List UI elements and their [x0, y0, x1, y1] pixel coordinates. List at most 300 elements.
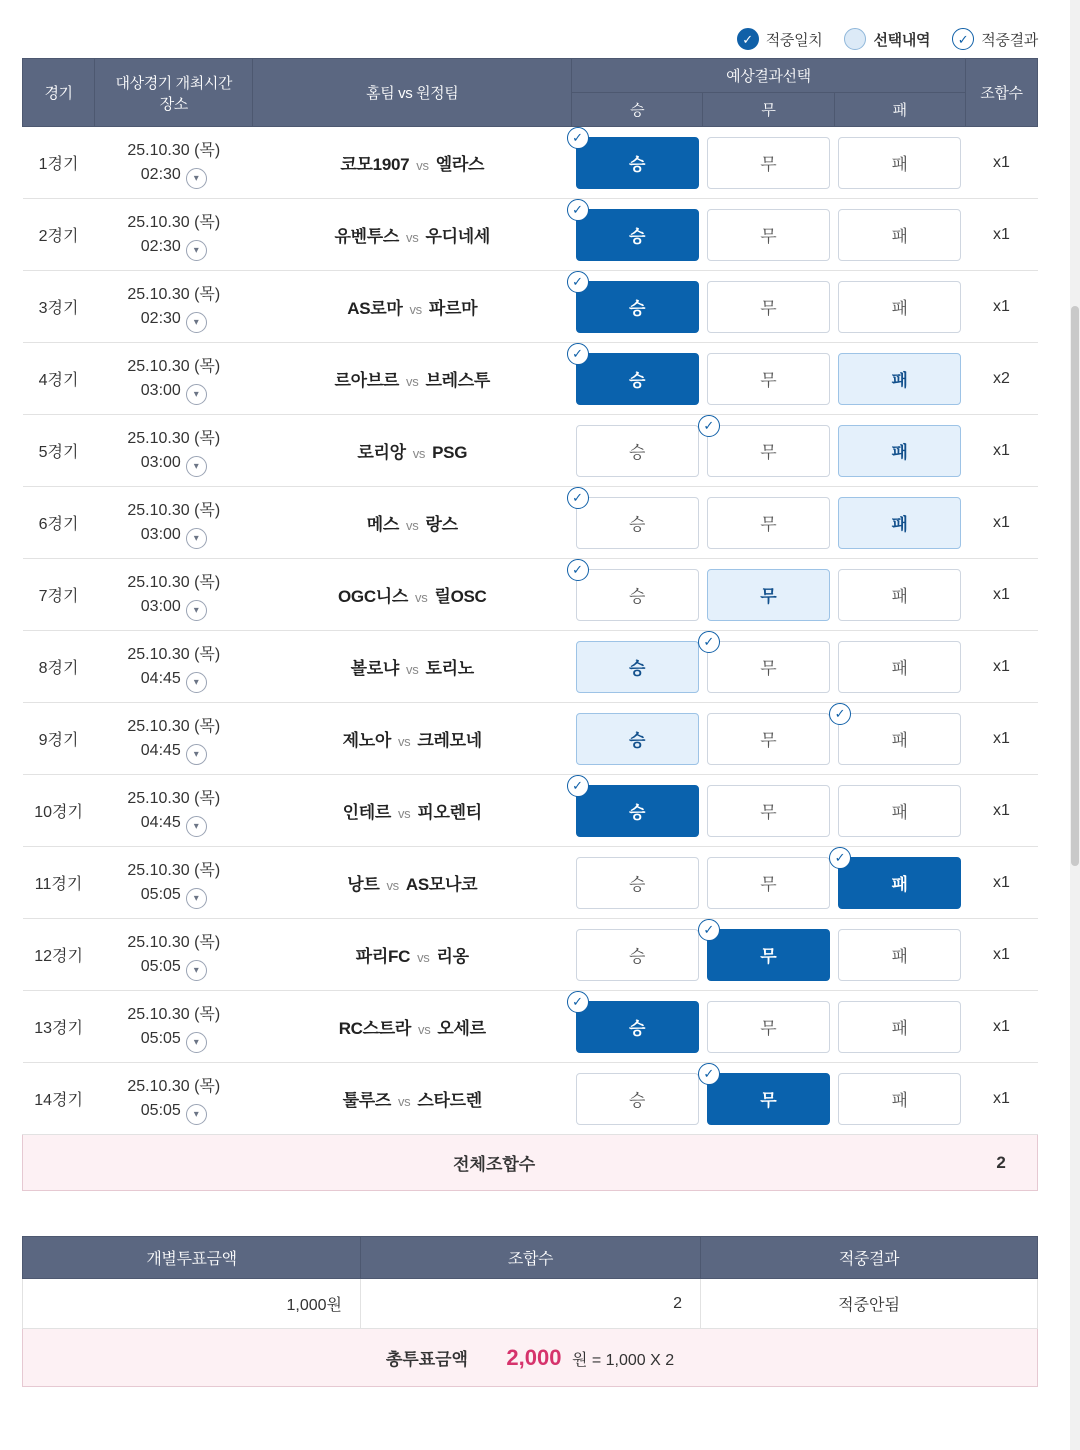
pick-cell-draw[interactable]	[703, 703, 834, 775]
pick-cell-draw[interactable]	[703, 559, 834, 631]
match-teams	[253, 919, 572, 991]
away-team: 랑스	[425, 515, 458, 534]
match-time: 04:45	[140, 669, 181, 687]
table-row	[23, 559, 1038, 631]
vs-label: vs	[397, 734, 411, 749]
home-team: 볼로냐	[350, 659, 400, 678]
away-team: 피오렌티	[417, 803, 482, 822]
pick-cell-win[interactable]	[572, 1063, 703, 1135]
pick-label-lose: 패	[891, 731, 908, 750]
teams-line	[254, 726, 571, 751]
check-outline-icon: ✓	[952, 28, 974, 50]
pick-cell-lose[interactable]	[834, 631, 965, 703]
location-pin-icon[interactable]: ▾	[186, 888, 207, 909]
match-time-row	[141, 1027, 207, 1051]
pick-button-lose[interactable]: 패	[838, 641, 961, 693]
summary-total-label: 총투표금액	[385, 1349, 468, 1369]
location-pin-icon[interactable]: ▾	[186, 744, 207, 765]
pick-button-draw[interactable]: 무	[707, 281, 830, 333]
pick-cell-win[interactable]	[572, 631, 703, 703]
pick-cell-win[interactable]	[572, 343, 703, 415]
summary-total-equation: 원 = 1,000 X 2	[571, 1351, 675, 1369]
match-time: 05:05	[140, 885, 181, 903]
pick-label-win: 승	[628, 515, 646, 534]
match-time: 05:05	[140, 1029, 181, 1047]
home-team: 로리앙	[357, 443, 406, 462]
teams-line	[254, 438, 571, 463]
vs-label: vs	[418, 1022, 431, 1037]
match-teams	[253, 775, 572, 847]
pick-button-lose[interactable]: 패	[838, 425, 961, 477]
scrollbar-thumb[interactable]	[1071, 306, 1079, 866]
match-date: 25.10.30 (목)	[127, 789, 221, 807]
check-icon: ✓	[698, 631, 720, 653]
game-number: 12경기	[23, 919, 95, 991]
check-icon: ✓	[567, 127, 589, 149]
legend	[737, 28, 1038, 50]
location-pin-icon[interactable]: ▾	[186, 600, 207, 621]
home-team: 낭트	[347, 875, 380, 894]
home-team: OGC니스	[337, 587, 409, 606]
match-teams	[253, 271, 572, 343]
match-date: 25.10.30 (목)	[127, 285, 221, 303]
row-combination: x1	[965, 919, 1037, 991]
pick-label-draw: 무	[760, 947, 777, 966]
pick-cell-win[interactable]	[572, 487, 703, 559]
pick-button-lose[interactable]: 패	[838, 1073, 961, 1125]
pick-cell-draw[interactable]	[703, 847, 834, 919]
check-filled-icon: ✓	[737, 28, 759, 50]
pick-label-win: 승	[628, 155, 646, 174]
match-schedule	[95, 127, 253, 199]
teams-line	[254, 582, 571, 607]
summary-total-row	[23, 1329, 1038, 1387]
pick-cell-lose[interactable]	[834, 919, 965, 991]
th-win: 승	[572, 93, 703, 127]
th-amount: 개별투표금액	[23, 1237, 361, 1279]
table-row	[23, 631, 1038, 703]
check-icon: ✓	[698, 1063, 720, 1085]
pick-button-win[interactable]	[572, 345, 699, 405]
pick-cell-lose[interactable]	[834, 415, 965, 487]
pick-cell-lose[interactable]	[834, 343, 965, 415]
home-team: AS로마	[347, 299, 403, 318]
row-combination: x1	[965, 847, 1037, 919]
pick-button-draw[interactable]	[703, 1065, 830, 1125]
match-date: 25.10.30 (목)	[127, 501, 221, 519]
pick-cell-lose[interactable]	[834, 847, 965, 919]
away-team: PSG	[432, 443, 468, 462]
pick-cell-lose[interactable]	[834, 559, 965, 631]
pick-button-win[interactable]: 승	[576, 929, 699, 981]
match-time-row	[141, 163, 207, 187]
home-team: 파리FC	[355, 947, 411, 966]
row-combination: x1	[965, 415, 1037, 487]
check-icon: ✓	[829, 847, 851, 869]
match-teams	[253, 199, 572, 271]
pick-button-lose[interactable]: 패	[838, 1001, 961, 1053]
pick-button-draw[interactable]: 무	[707, 713, 830, 765]
pick-cell-lose[interactable]	[834, 271, 965, 343]
summary-table-wrapper	[22, 1236, 1038, 1387]
match-time-row	[141, 451, 207, 475]
table-row	[23, 127, 1038, 199]
game-number: 4경기	[23, 343, 95, 415]
legend-item-selection-detail	[844, 28, 930, 50]
th-combination: 조합수	[965, 59, 1037, 127]
match-teams	[253, 1063, 572, 1135]
pick-cell-draw[interactable]	[703, 919, 834, 991]
th-match: 홈팀 vs 원정팀	[253, 59, 572, 127]
pick-button-draw[interactable]: 무	[707, 785, 830, 837]
location-pin-icon[interactable]: ▾	[186, 528, 207, 549]
pick-button-draw[interactable]: 무	[707, 137, 830, 189]
summary-table	[22, 1236, 1038, 1387]
pick-cell-win[interactable]	[572, 559, 703, 631]
teams-line	[254, 150, 571, 175]
away-team: 릴OSC	[434, 587, 487, 606]
row-combination: x1	[965, 775, 1037, 847]
table-row	[23, 703, 1038, 775]
away-team: 리옹	[436, 947, 469, 966]
summary-head	[23, 1237, 1038, 1279]
match-schedule	[95, 415, 253, 487]
th-combination-count: 조합수	[361, 1237, 701, 1279]
game-number: 9경기	[23, 703, 95, 775]
match-schedule	[95, 559, 253, 631]
pick-cell-win[interactable]	[572, 415, 703, 487]
away-team: AS모나코	[405, 875, 478, 894]
home-team: 인테르	[342, 803, 391, 822]
summary-row	[23, 1279, 1038, 1329]
row-combination: x1	[965, 487, 1037, 559]
pick-cell-draw[interactable]	[703, 415, 834, 487]
pick-button-draw[interactable]: 무	[707, 1001, 830, 1053]
match-date: 25.10.30 (목)	[127, 717, 221, 735]
teams-line	[254, 1086, 571, 1111]
match-teams	[253, 703, 572, 775]
check-icon: ✓	[567, 271, 589, 293]
pick-button-win[interactable]	[572, 201, 699, 261]
away-team: 스타드렌	[417, 1091, 482, 1110]
matches-table-body	[23, 127, 1038, 1135]
teams-line	[254, 366, 571, 391]
location-pin-icon[interactable]: ▾	[186, 384, 207, 405]
away-team: 토리노	[425, 659, 474, 678]
table-row	[23, 199, 1038, 271]
pick-button-lose[interactable]: 패	[838, 281, 961, 333]
pick-cell-draw[interactable]	[703, 991, 834, 1063]
location-pin-icon[interactable]: ▾	[186, 240, 207, 261]
game-number: 14경기	[23, 1063, 95, 1135]
pick-cell-draw[interactable]	[703, 631, 834, 703]
pick-button-win[interactable]: 승	[576, 1073, 699, 1125]
total-combination-value: 2	[965, 1135, 1037, 1191]
match-schedule	[95, 199, 253, 271]
match-schedule	[95, 271, 253, 343]
match-teams	[253, 487, 572, 559]
match-time-row	[141, 1099, 207, 1123]
location-pin-icon[interactable]: ▾	[186, 168, 207, 189]
pick-label-win: 승	[628, 227, 646, 246]
match-date: 25.10.30 (목)	[127, 141, 221, 159]
pick-button-draw[interactable]	[703, 417, 830, 477]
away-team: 파르마	[428, 299, 478, 318]
pick-button-draw[interactable]: 무	[707, 497, 830, 549]
match-schedule	[95, 631, 253, 703]
row-combination: x1	[965, 703, 1037, 775]
check-icon: ✓	[567, 775, 589, 797]
pick-cell-win[interactable]	[572, 775, 703, 847]
pick-label-draw: 무	[760, 443, 777, 462]
pick-cell-lose[interactable]	[834, 1063, 965, 1135]
match-schedule	[95, 703, 253, 775]
check-icon: ✓	[567, 199, 589, 221]
home-team: 툴루즈	[342, 1091, 391, 1110]
pick-cell-draw[interactable]	[703, 1063, 834, 1135]
pick-cell-draw[interactable]	[703, 487, 834, 559]
pick-button-win[interactable]	[572, 489, 699, 549]
pick-label-draw: 무	[760, 659, 777, 678]
match-time-row	[141, 379, 207, 403]
th-result: 적중결과	[701, 1237, 1038, 1279]
match-time: 02:30	[140, 237, 181, 255]
pick-cell-lose[interactable]	[834, 127, 965, 199]
matches-table	[22, 58, 1038, 1191]
legend-label-selection-detail: 선택내역	[873, 31, 931, 49]
vs-label: vs	[406, 518, 419, 533]
teams-line	[254, 222, 571, 247]
away-team: 브레스투	[425, 371, 490, 390]
home-team: 르아브르	[334, 371, 400, 390]
match-date: 25.10.30 (목)	[127, 933, 221, 951]
pick-cell-draw[interactable]	[703, 343, 834, 415]
game-number: 8경기	[23, 631, 95, 703]
match-teams	[253, 991, 572, 1063]
check-icon: ✓	[567, 559, 589, 581]
summary-total-cell	[23, 1329, 1038, 1387]
table-row	[23, 991, 1038, 1063]
match-date: 25.10.30 (목)	[127, 357, 221, 375]
matches-table-head	[23, 59, 1038, 127]
total-combination-label: 전체조합수	[23, 1135, 966, 1191]
summary-amount: 1,000원	[23, 1279, 361, 1329]
check-icon: ✓	[698, 415, 720, 437]
match-time-row	[141, 883, 207, 907]
pick-button-win[interactable]	[572, 129, 699, 189]
row-combination: x1	[965, 631, 1037, 703]
pick-button-lose[interactable]: 패	[838, 569, 961, 621]
vs-label: vs	[406, 662, 419, 677]
match-teams	[253, 631, 572, 703]
pick-cell-draw[interactable]	[703, 775, 834, 847]
home-team: 코모1907	[340, 155, 410, 174]
location-pin-icon[interactable]: ▾	[186, 456, 207, 477]
pick-button-lose[interactable]	[834, 849, 961, 909]
match-time: 03:00	[140, 381, 181, 399]
row-combination: x1	[965, 991, 1037, 1063]
pick-button-draw[interactable]: 무	[707, 857, 830, 909]
match-schedule	[95, 343, 253, 415]
pick-cell-draw[interactable]	[703, 127, 834, 199]
away-team: 우디네세	[425, 227, 490, 246]
away-team: 오세르	[437, 1019, 486, 1038]
pick-button-lose[interactable]: 패	[838, 209, 961, 261]
total-combination-row	[23, 1135, 1038, 1191]
location-pin-icon[interactable]: ▾	[186, 312, 207, 333]
table-row	[23, 847, 1038, 919]
away-team: 크레모네	[417, 731, 482, 750]
pick-button-win[interactable]: 승	[576, 425, 699, 477]
pick-cell-win[interactable]	[572, 847, 703, 919]
pick-label-win: 승	[628, 1019, 646, 1038]
pick-cell-lose[interactable]	[834, 703, 965, 775]
vs-label: vs	[406, 230, 419, 245]
home-team: RC스트라	[338, 1019, 412, 1038]
pick-cell-win[interactable]	[572, 127, 703, 199]
teams-line	[254, 870, 571, 895]
check-icon: ✓	[567, 487, 589, 509]
pick-label-win: 승	[628, 299, 646, 318]
pick-button-win[interactable]	[572, 993, 699, 1053]
pick-cell-draw[interactable]	[703, 271, 834, 343]
match-schedule	[95, 919, 253, 991]
pick-button-draw[interactable]: 무	[707, 209, 830, 261]
legend-label-hit-match: 적중일치	[765, 31, 823, 49]
vs-label: vs	[412, 446, 426, 461]
match-time: 05:05	[140, 957, 181, 975]
match-teams	[253, 343, 572, 415]
pick-button-draw[interactable]: 무	[707, 569, 830, 621]
pick-label-draw: 무	[760, 1091, 777, 1110]
location-pin-icon[interactable]: ▾	[186, 960, 207, 981]
table-row	[23, 343, 1038, 415]
pick-button-lose[interactable]: 패	[838, 785, 961, 837]
match-date: 25.10.30 (목)	[127, 645, 221, 663]
pick-cell-lose[interactable]	[834, 199, 965, 271]
match-date: 25.10.30 (목)	[127, 213, 221, 231]
pick-button-win[interactable]: 승	[576, 641, 699, 693]
match-time-row	[141, 811, 207, 835]
home-team: 제노아	[342, 731, 391, 750]
th-lose: 패	[834, 93, 965, 127]
row-combination: x1	[965, 199, 1037, 271]
match-time: 04:45	[140, 813, 181, 831]
teams-line	[254, 798, 571, 823]
game-number: 7경기	[23, 559, 95, 631]
row-combination: x1	[965, 559, 1037, 631]
summary-combination: 2	[361, 1279, 701, 1329]
scrollbar-track[interactable]	[1070, 0, 1080, 1450]
pick-cell-draw[interactable]	[703, 199, 834, 271]
row-combination: x2	[965, 343, 1037, 415]
th-schedule-line2: 장소	[159, 95, 188, 113]
home-team: 유벤투스	[334, 227, 400, 246]
check-icon: ✓	[567, 991, 589, 1013]
pick-cell-win[interactable]	[572, 199, 703, 271]
pick-button-lose[interactable]: 패	[838, 929, 961, 981]
pick-button-lose[interactable]: 패	[838, 137, 961, 189]
pick-cell-win[interactable]	[572, 703, 703, 775]
game-number: 5경기	[23, 415, 95, 487]
match-time: 03:00	[140, 525, 181, 543]
match-time: 02:30	[140, 309, 181, 327]
match-schedule	[95, 847, 253, 919]
vs-label: vs	[417, 950, 430, 965]
th-pick-group: 예상결과선택	[572, 59, 966, 93]
game-number: 6경기	[23, 487, 95, 559]
match-time: 04:45	[140, 741, 181, 759]
pick-button-lose[interactable]: 패	[838, 497, 961, 549]
pick-button-win[interactable]	[572, 273, 699, 333]
game-number: 11경기	[23, 847, 95, 919]
th-draw: 무	[703, 93, 834, 127]
table-row	[23, 775, 1038, 847]
pick-button-win[interactable]: 승	[576, 857, 699, 909]
game-number: 3경기	[23, 271, 95, 343]
pick-cell-win[interactable]	[572, 991, 703, 1063]
summary-result: 적중안됨	[701, 1279, 1038, 1329]
pick-cell-lose[interactable]	[834, 487, 965, 559]
away-team: 엘라스	[435, 155, 485, 174]
pick-button-draw[interactable]	[703, 921, 830, 981]
match-time-row	[141, 235, 207, 259]
check-icon: ✓	[567, 343, 589, 365]
pick-cell-lose[interactable]	[834, 991, 965, 1063]
table-row	[23, 271, 1038, 343]
match-teams	[253, 847, 572, 919]
match-teams	[253, 559, 572, 631]
pick-cell-win[interactable]	[572, 271, 703, 343]
location-pin-icon[interactable]: ▾	[186, 672, 207, 693]
match-date: 25.10.30 (목)	[127, 573, 221, 591]
check-hollow-icon	[844, 28, 866, 50]
pick-button-lose[interactable]	[834, 705, 961, 765]
table-row	[23, 415, 1038, 487]
matches-table-wrapper	[22, 58, 1038, 1191]
pick-button-draw[interactable]	[703, 633, 830, 693]
pick-cell-win[interactable]	[572, 919, 703, 991]
pick-button-win[interactable]	[572, 777, 699, 837]
location-pin-icon[interactable]: ▾	[186, 1104, 207, 1125]
pick-button-win[interactable]: 승	[576, 713, 699, 765]
location-pin-icon[interactable]: ▾	[186, 1032, 207, 1053]
pick-button-draw[interactable]: 무	[707, 353, 830, 405]
legend-item-hit-result	[952, 28, 1038, 50]
pick-cell-lose[interactable]	[834, 775, 965, 847]
th-schedule	[95, 59, 253, 127]
match-time-row	[141, 667, 207, 691]
vs-label: vs	[397, 1094, 411, 1109]
location-pin-icon[interactable]: ▾	[186, 816, 207, 837]
legend-label-hit-result: 적중결과	[981, 31, 1038, 49]
match-teams	[253, 127, 572, 199]
pick-button-lose[interactable]: 패	[838, 353, 961, 405]
match-time-row	[141, 595, 207, 619]
pick-label-lose: 패	[891, 875, 908, 894]
th-schedule-line1: 대상경기 개최시간	[115, 74, 233, 92]
matches-table-foot	[23, 1135, 1038, 1191]
match-schedule	[95, 775, 253, 847]
home-team: 메스	[366, 515, 400, 534]
check-icon: ✓	[698, 919, 720, 941]
teams-line	[254, 510, 571, 535]
pick-label-win: 승	[628, 803, 646, 822]
summary-body	[23, 1279, 1038, 1387]
match-schedule	[95, 1063, 253, 1135]
pick-button-win[interactable]	[572, 561, 699, 621]
header-row-1	[23, 59, 1038, 93]
